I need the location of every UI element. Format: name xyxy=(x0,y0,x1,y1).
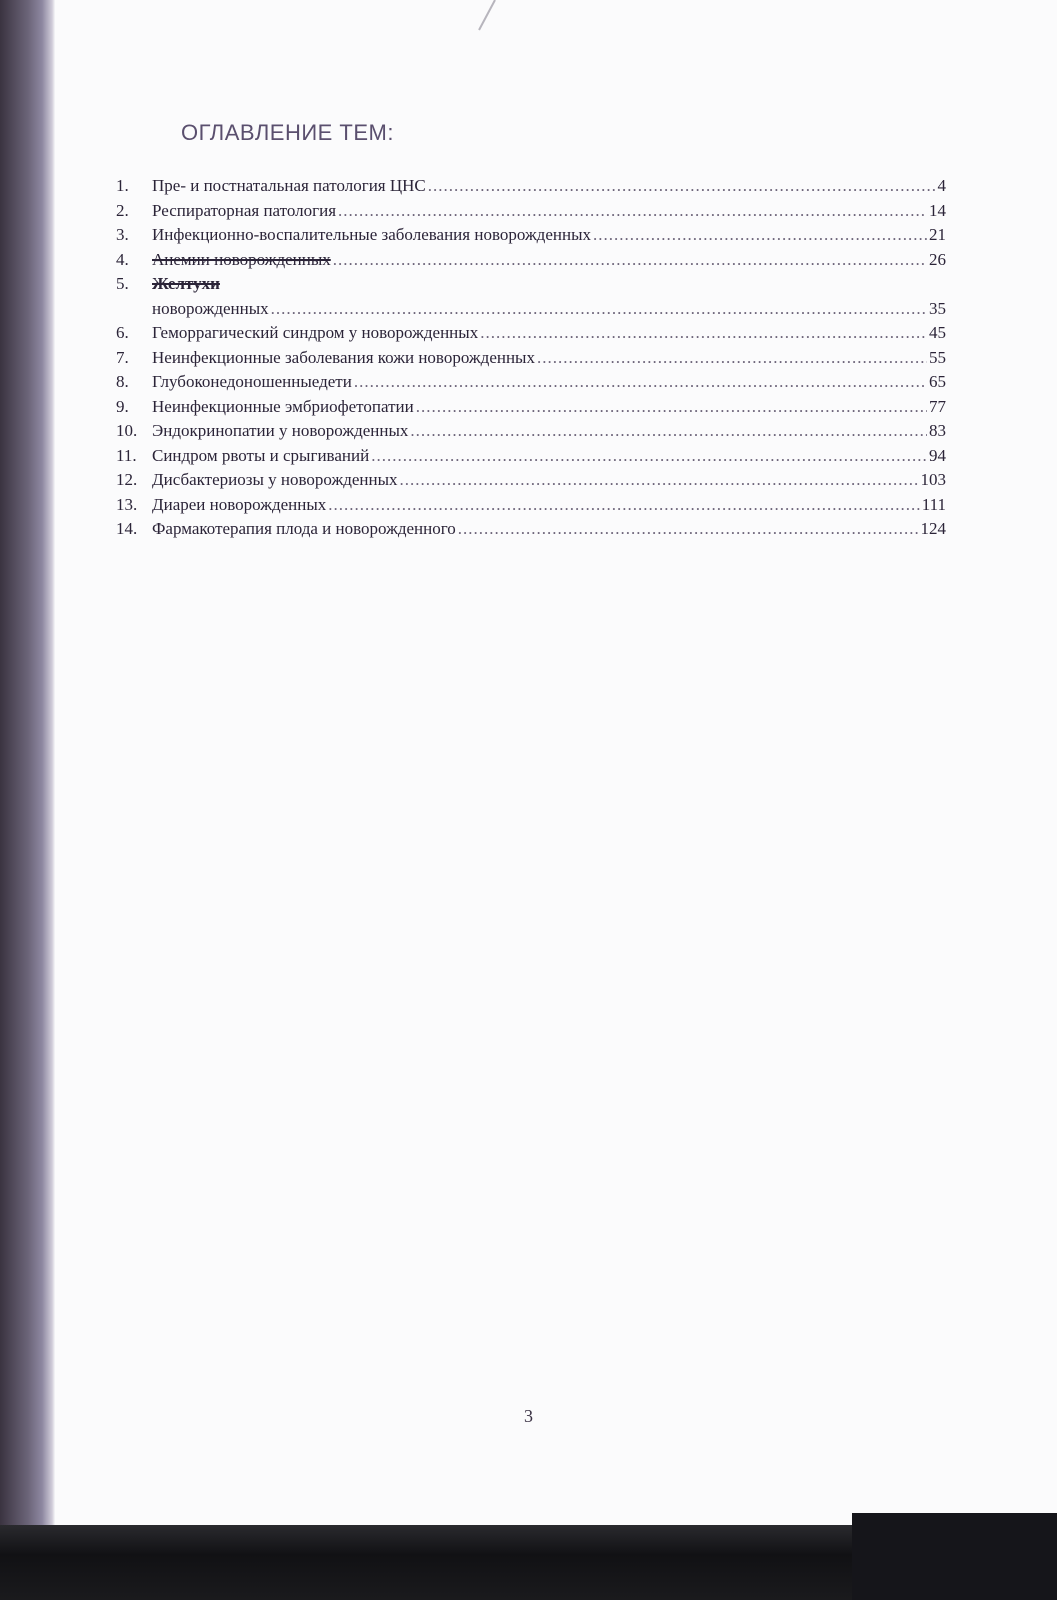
toc-label: Пре- и постнатальная патология ЦНС xyxy=(152,176,426,195)
dot-leader xyxy=(428,174,936,199)
table-of-contents xyxy=(116,174,946,542)
dot-leader xyxy=(328,493,919,518)
dot-leader xyxy=(593,223,927,248)
toc-page: 103 xyxy=(920,470,946,489)
toc-page: 35 xyxy=(929,298,946,318)
toc-label: Геморрагический синдром у новорожденных xyxy=(152,323,479,342)
toc-label: Инфекционно-воспалительные заболевания новорожденных xyxy=(152,225,591,244)
dot-leader xyxy=(400,468,919,493)
toc-row xyxy=(116,346,946,371)
toc-number: 1. xyxy=(116,176,129,195)
dot-leader xyxy=(371,444,927,469)
toc-number: 11. xyxy=(116,445,137,465)
toc-page: 111 xyxy=(921,494,946,514)
toc-label: Диареи новорожденных xyxy=(152,494,327,514)
toc-row xyxy=(116,223,946,248)
toc-page: 94 xyxy=(929,445,946,465)
toc-label: Эндокринопатии у новорожденных xyxy=(152,421,409,440)
toc-number: 10. xyxy=(116,421,138,440)
toc-number: 2. xyxy=(116,200,129,220)
toc-row xyxy=(116,199,946,224)
dot-leader xyxy=(338,199,927,224)
toc-label: Синдром рвоты и срыгиваний xyxy=(152,445,370,465)
toc-row xyxy=(116,248,946,273)
scan-shadow-band xyxy=(0,1525,1057,1600)
toc-label: Глубоконедоношенныедети xyxy=(152,372,352,391)
toc-page: 55 xyxy=(929,347,946,367)
toc-label: Дисбактериозы у новорожденных xyxy=(152,470,398,489)
toc-page: 4 xyxy=(937,176,946,195)
toc-row xyxy=(116,174,946,199)
toc-label: Желтухи xyxy=(152,274,220,293)
toc-row xyxy=(116,468,946,493)
toc-label: новорожденных xyxy=(152,298,269,318)
toc-row xyxy=(116,370,946,395)
toc-number: 4. xyxy=(116,249,129,269)
dot-leader xyxy=(271,297,927,322)
toc-row xyxy=(116,272,946,297)
dot-leader xyxy=(458,517,919,542)
toc-page: 14 xyxy=(929,200,946,220)
toc-page: 83 xyxy=(929,421,946,440)
toc-page: 124 xyxy=(920,519,946,538)
dot-leader xyxy=(354,370,927,395)
toc-number: 9. xyxy=(116,396,129,416)
dot-leader xyxy=(416,395,927,420)
toc-row xyxy=(116,517,946,542)
toc-number: 7. xyxy=(116,347,129,367)
toc-number: 6. xyxy=(116,323,129,342)
dot-leader xyxy=(333,248,927,273)
toc-number: 13. xyxy=(116,494,138,514)
toc-number: 14. xyxy=(116,519,138,538)
scan-dark-corner xyxy=(852,1513,1057,1600)
toc-row xyxy=(116,444,946,469)
dot-leader xyxy=(537,346,927,371)
dot-leader xyxy=(410,419,927,444)
toc-page: 65 xyxy=(929,372,946,391)
toc-number: 3. xyxy=(116,225,129,244)
toc-label: Фармакотерапия плода и новорожденного xyxy=(152,519,456,538)
toc-row xyxy=(116,297,946,322)
toc-page: 45 xyxy=(929,323,946,342)
toc-number: 8. xyxy=(116,372,129,391)
toc-row xyxy=(116,321,946,346)
toc-page: 77 xyxy=(929,396,946,416)
toc-number: 5. xyxy=(116,274,129,293)
toc-page: 21 xyxy=(929,225,946,244)
toc-label: Неинфекционные эмбриофетопатии xyxy=(152,396,414,416)
toc-title: ОГЛАВЛЕНИЕ ТЕМ: xyxy=(181,120,394,145)
toc-number: 12. xyxy=(116,470,138,489)
toc-row xyxy=(116,395,946,420)
toc-label: Неинфекционные заболевания кожи новорожденных xyxy=(152,347,535,367)
toc-label: Анемии новорожденных xyxy=(152,249,331,269)
toc-row xyxy=(116,493,946,518)
toc-row xyxy=(116,419,946,444)
book-binding-edge xyxy=(0,0,55,1600)
toc-label: Респираторная патология xyxy=(152,200,337,220)
dot-leader xyxy=(480,321,927,346)
page-number: 3 xyxy=(524,1406,533,1426)
toc-page: 26 xyxy=(929,249,946,269)
